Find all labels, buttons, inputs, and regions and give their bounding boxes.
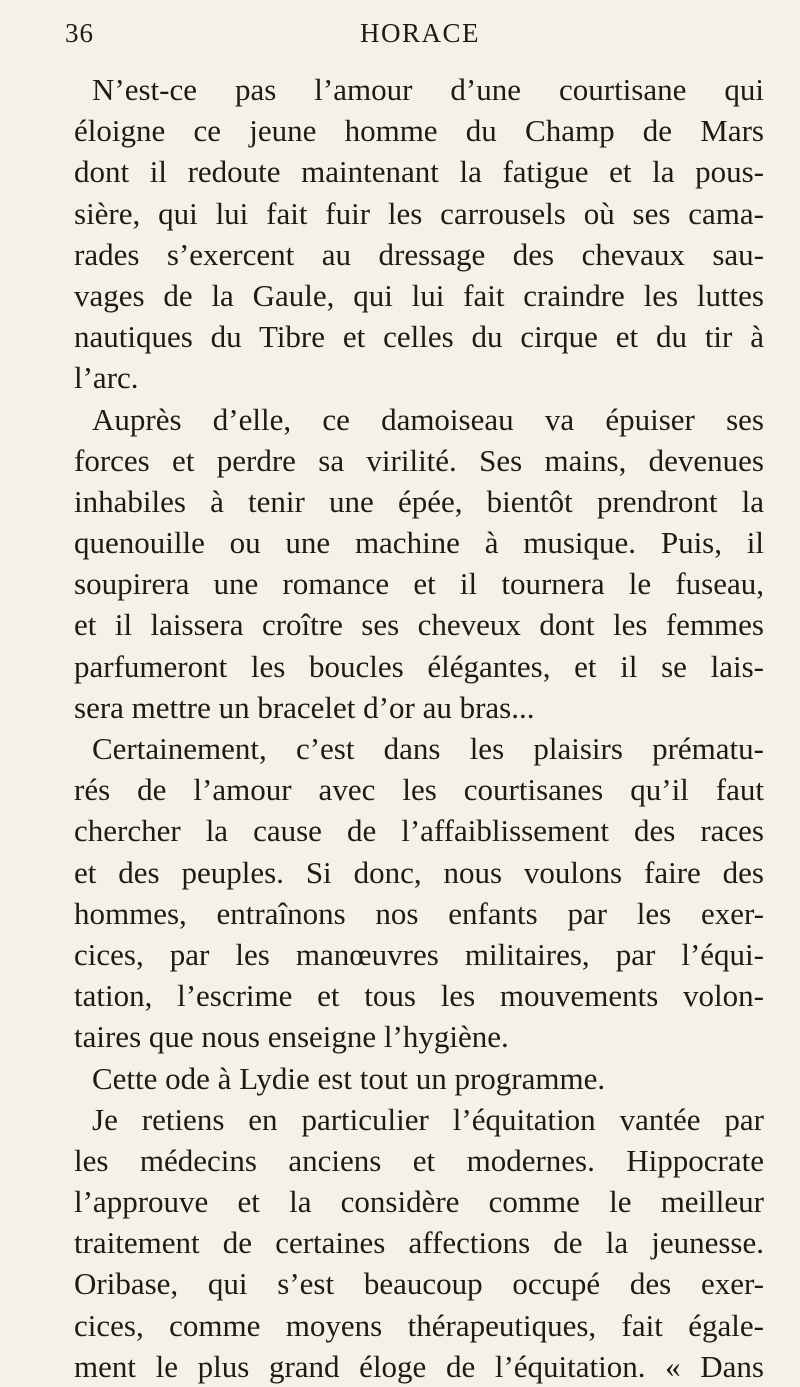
text-line: chercher la cause de l’affaiblissement des races [74, 813, 764, 849]
text-line: Cette ode à Lydie est tout un programme. [92, 1060, 606, 1096]
text-line: éloigne ce jeune homme du Champ de Mars [74, 113, 764, 149]
running-title: HORACE [360, 18, 481, 48]
text-line: cices, comme moyens thérapeutiques, fait égale- [74, 1307, 764, 1343]
text-line: forces et perdre sa virilité. Ses mains, devenues [74, 442, 764, 478]
text-line: et il laissera croître ses cheveux dont les femmes [74, 607, 764, 643]
text-line: Je retiens en particulier l’équitation vantée par [92, 1101, 764, 1137]
text-line: tation, l’escrime et tous les mouvements volon- [74, 978, 764, 1014]
text-line: sière, qui lui fait fuir les carrousels où ses cama- [74, 195, 764, 231]
text-line: dont il redoute maintenant la fatigue et la pous- [74, 154, 764, 190]
text-line: vages de la Gaule, qui lui fait craindre les luttes [74, 277, 764, 313]
text-line: rades s’exercent au dressage des chevaux sau- [74, 236, 764, 272]
text-line: l’approuve et la considère comme le meilleur [74, 1184, 764, 1220]
text-line: cices, par les manœuvres militaires, par l’équi- [74, 936, 764, 972]
text-line: les médecins anciens et modernes. Hippocrate [74, 1142, 764, 1178]
text-line: taires que nous enseigne l’hygiène. [74, 1019, 509, 1055]
text-line: Oribase, qui s’est beaucoup occupé des exer- [74, 1266, 764, 1302]
text-line: rés de l’amour avec les courtisanes qu’il faut [74, 772, 764, 808]
text-line: Certainement, c’est dans les plaisirs prématu- [92, 731, 764, 766]
text-line: et des peuples. Si donc, nous voulons faire des [74, 854, 764, 890]
text-line: quenouille ou une machine à musique. Puis, il [74, 525, 764, 561]
body-text [74, 69, 764, 1387]
text-line: Auprès d’elle, ce damoiseau va épuiser ses [92, 401, 764, 437]
text-line: l’arc. [74, 360, 139, 396]
text-line: nautiques du Tibre et celles du cirque et du tir à [74, 319, 764, 355]
text-line: soupirera une romance et il tournera le fuseau, [74, 566, 764, 602]
text-line: inhabiles à tenir une épée, bientôt prendront la [74, 483, 764, 519]
page-number: 36 [65, 18, 94, 48]
text-line: parfumeront les boucles élégantes, et il se lais- [74, 648, 764, 684]
page-header [0, 18, 800, 58]
text-line: ment le plus grand éloge de l’équitation. « Dans [74, 1348, 764, 1384]
text-line: traitement de certaines affections de la jeunesse. [74, 1225, 764, 1261]
text-line: N’est-ce pas l’amour d’une courtisane qui [92, 72, 764, 107]
text-line: sera mettre un bracelet d’or au bras... [74, 689, 535, 725]
text-line: hommes, entraînons nos enfants par les exer- [74, 895, 764, 931]
